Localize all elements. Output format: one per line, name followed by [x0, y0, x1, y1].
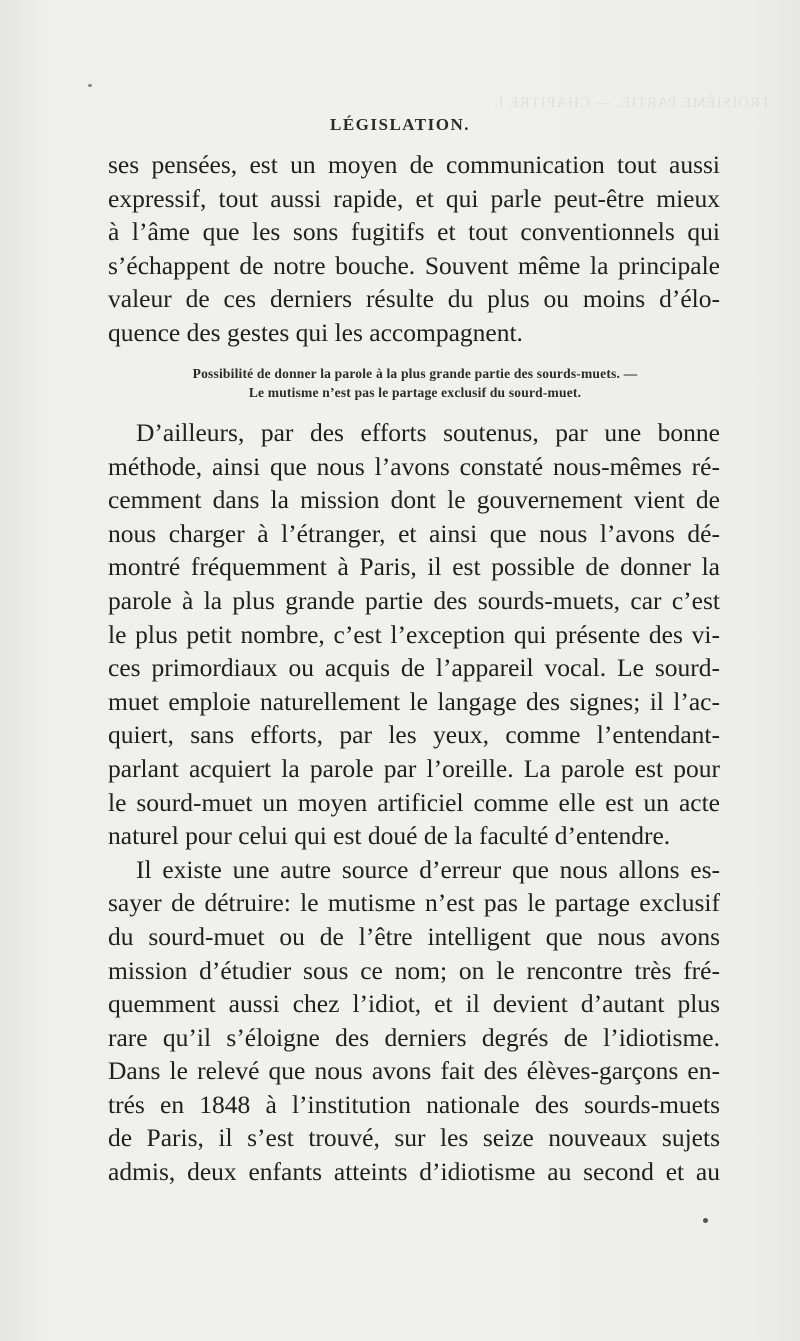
side-note-line: Le mutisme n’est pas le partage exclusif du sourd-muet.	[248, 385, 582, 400]
text-line: rare qu’il s’éloigne des derniers degrés de l’idiotisme.	[108, 1022, 720, 1052]
text-line: de Paris, il s’est trouvé, sur les seize nouveaux sujets	[108, 1123, 720, 1153]
text-line: Il existe une autre source d’erreur que nous allons es-	[136, 854, 720, 884]
text-line: D’ailleurs, par des efforts soutenus, par une bonne	[136, 418, 720, 447]
text-line: muet emploie naturellement le langage des signes; il l’ac-	[108, 686, 720, 716]
text-line: montré fréquemment à Paris, il est possible de donner la	[108, 552, 720, 582]
text-line: quiert, sans efforts, par les yeux, comme l’entendant-	[108, 720, 720, 750]
text-line: ses pensées, est un moyen de communication tout aussi	[108, 150, 720, 179]
text-line: méthode, ainsi que nous l’avons constaté nous-mêmes ré-	[108, 451, 720, 481]
text-line: parlant acquiert la parole par l’oreille. La parole est pour	[108, 753, 720, 783]
text-line: admis, deux enfants atteints d’idiotisme au second et au	[108, 1157, 720, 1187]
text-line: parole à la plus grande partie des sourds-muets, car c’est	[108, 585, 720, 615]
side-note	[100, 364, 730, 402]
text-line: du sourd-muet ou de l’être intelligent que nous avons	[108, 921, 720, 951]
text-line: s’échappent de notre bouche. Souvent même la principale	[108, 250, 720, 280]
text-line: sayer de détruire: le mutisme n’est pas le partage exclusif	[108, 888, 720, 918]
ink-spot	[703, 1218, 708, 1223]
text-line: mission d’étudier sous ce nom; on le rencontre très fré-	[108, 955, 720, 985]
text-line: trés en 1848 à l’institution nationale des sourds-muets	[108, 1089, 720, 1119]
side-note-line: Possibilité de donner la parole à la plus grande partie des sourds-muets. —	[192, 366, 638, 381]
text-line: le plus petit nombre, c’est l’exception qui présente des vi-	[108, 619, 720, 649]
text-line: valeur de ces derniers résulte du plus ou moins d’élo-	[108, 284, 720, 314]
show-through-text: TROISIÈME PARTIE. — CHAPITRE I.	[492, 95, 770, 111]
text-line: quemment aussi chez l’idiot, et il devient d’autant plus	[108, 989, 720, 1019]
paragraph-intro	[108, 148, 720, 350]
text-line: nous charger à l’étranger, et ainsi que nous l’avons dé-	[108, 518, 720, 548]
text-line: ces primordiaux ou acquis de l’appareil vocal. Le sourd-	[108, 653, 720, 683]
text-line: quence des gestes qui les accompagnent.	[108, 317, 523, 347]
text-line: expressif, tout aussi rapide, et qui parle peut-être mieux	[108, 183, 720, 213]
text-line: Dans le relevé que nous avons fait des élèves-garçons en-	[108, 1056, 720, 1086]
text-line: naturel pour celui qui est doué de la faculté d’entendre.	[108, 821, 671, 851]
text-line: cemment dans la mission dont le gouvernement vient de	[108, 485, 720, 515]
text-line: à l’âme que les sons fugitifs et tout conventionnels qui	[108, 217, 720, 247]
paragraph-main	[108, 416, 720, 1189]
ink-spot	[88, 84, 92, 87]
text-line: le sourd-muet un moyen artificiel comme elle est un acte	[108, 787, 720, 817]
running-head: LÉGISLATION.	[329, 115, 471, 134]
